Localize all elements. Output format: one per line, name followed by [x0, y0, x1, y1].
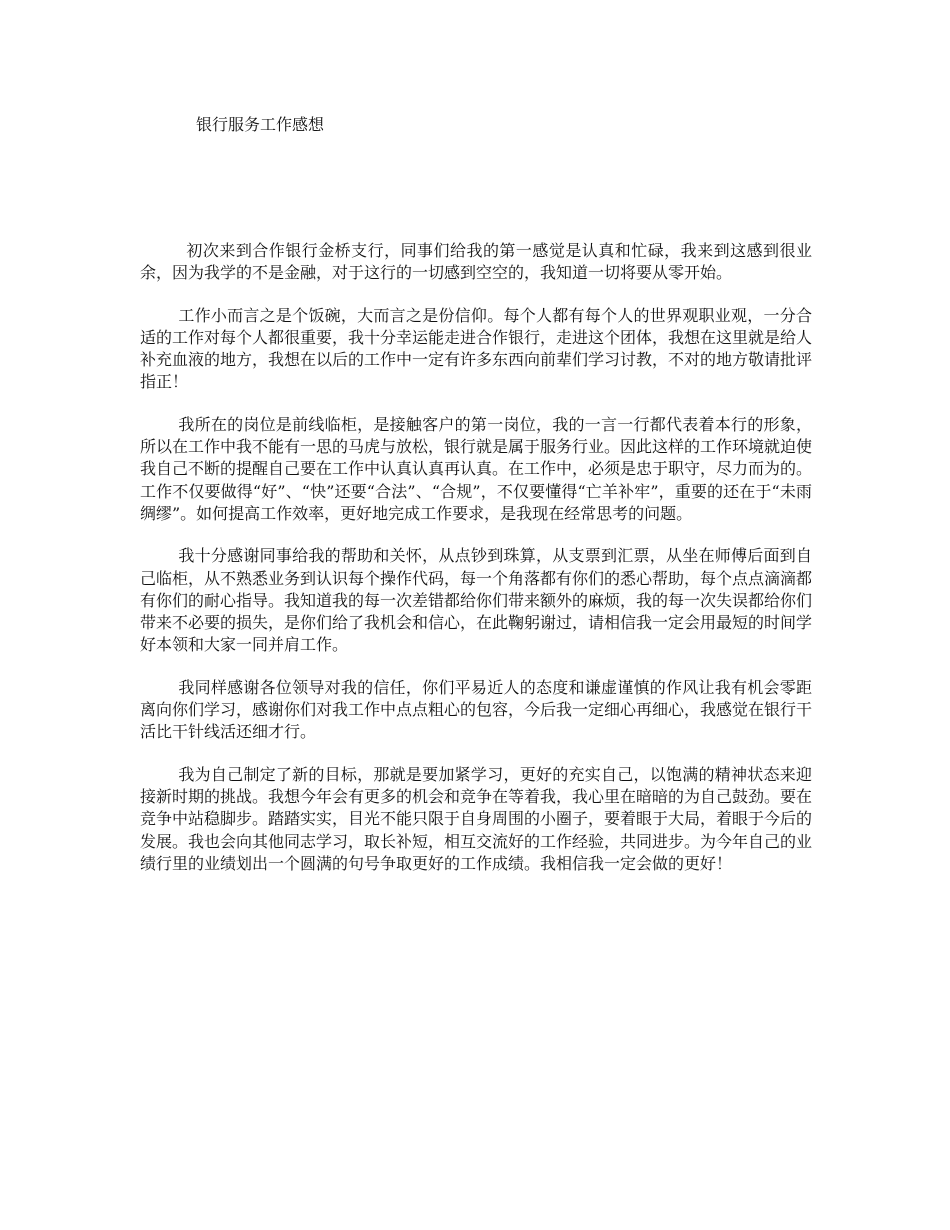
- document-body: [140, 240, 812, 895]
- paragraph-2: 工作小而言之是个饭碗，大而言之是份信仰。每个人都有每个人的世界观职业观，一分合适的工作对每个人都很重要，我十分幸运能走进合作银行，走进这个团体，我想在这里就是给人补充血液的地方，我想在以后的工作中一定有许多东西向前辈们学习讨教，不对的地方敬请批评指正！: [140, 305, 813, 392]
- document-title: 银行服务工作感想: [196, 115, 325, 134]
- paragraph-5: 我同样感谢各位领导对我的信任，你们平易近人的态度和谦虚谨慎的作风让我有机会零距离向你们学习，感谢你们对我工作中点点粗心的包容，今后我一定细心再细心，我感觉在银行干活比干针线活还细才行。: [140, 677, 813, 742]
- paragraph-3: 我所在的岗位是前线临柜，是接触客户的第一岗位，我的一言一行都代表着本行的形象，所以在工作中我不能有一思的马虎与放松，银行就是属于服务行业。因此这样的工作环境就迫使我自己不断的提醒自己要在工作中认真认真再认真。在工作中，必须是忠于职守，尽力而为的。工作不仅要做得“好”、“快”还要“合法”、“合规”，不仅要懂得“亡羊补牢”，重要的还在于“未雨绸缪”。如何提高工作效率，更好地完成工作要求，是我现在经常思考的问题。: [140, 414, 813, 523]
- paragraph-1: 初次来到合作银行金桥支行，同事们给我的第一感觉是认真和忙碌，我来到这感到很业余，因为我学的不是金融，对于这行的一切感到空空的，我知道一切将要从零开始。: [140, 241, 812, 283]
- paragraph-4: 我十分感谢同事给我的帮助和关怀，从点钞到珠算，从支票到汇票，从坐在师傅后面到自己临柜，从不熟悉业务到认识每个操作代码，每一个角落都有你们的悉心帮助，每个点点滴滴都有你们的耐心指导。我知道我的每一次差错都给你们带来额外的麻烦，我的每一次失误都给你们带来不必要的损失，是你们给了我机会和信心，在此鞠躬谢过，请相信我一定会用最短的时间学好本领和大家一同并肩工作。: [140, 546, 813, 655]
- paragraph-6: 我为自己制定了新的目标，那就是要加紧学习，更好的充实自己，以饱满的精神状态来迎接新时期的挑战。我想今年会有更多的机会和竞争在等着我，我心里在暗暗的为自己鼓劲。要在竞争中站稳脚步。踏踏实实，目光不能只限于自身周围的小圈子，要着眼于大局，着眼于今后的发展。我也会向其他同志学习，取长补短，相互交流好的工作经验，共同进步。为今年自己的业绩行里的业绩划出一个圆满的句号争取更好的工作成绩。我相信我一定会做的更好！: [140, 764, 813, 873]
